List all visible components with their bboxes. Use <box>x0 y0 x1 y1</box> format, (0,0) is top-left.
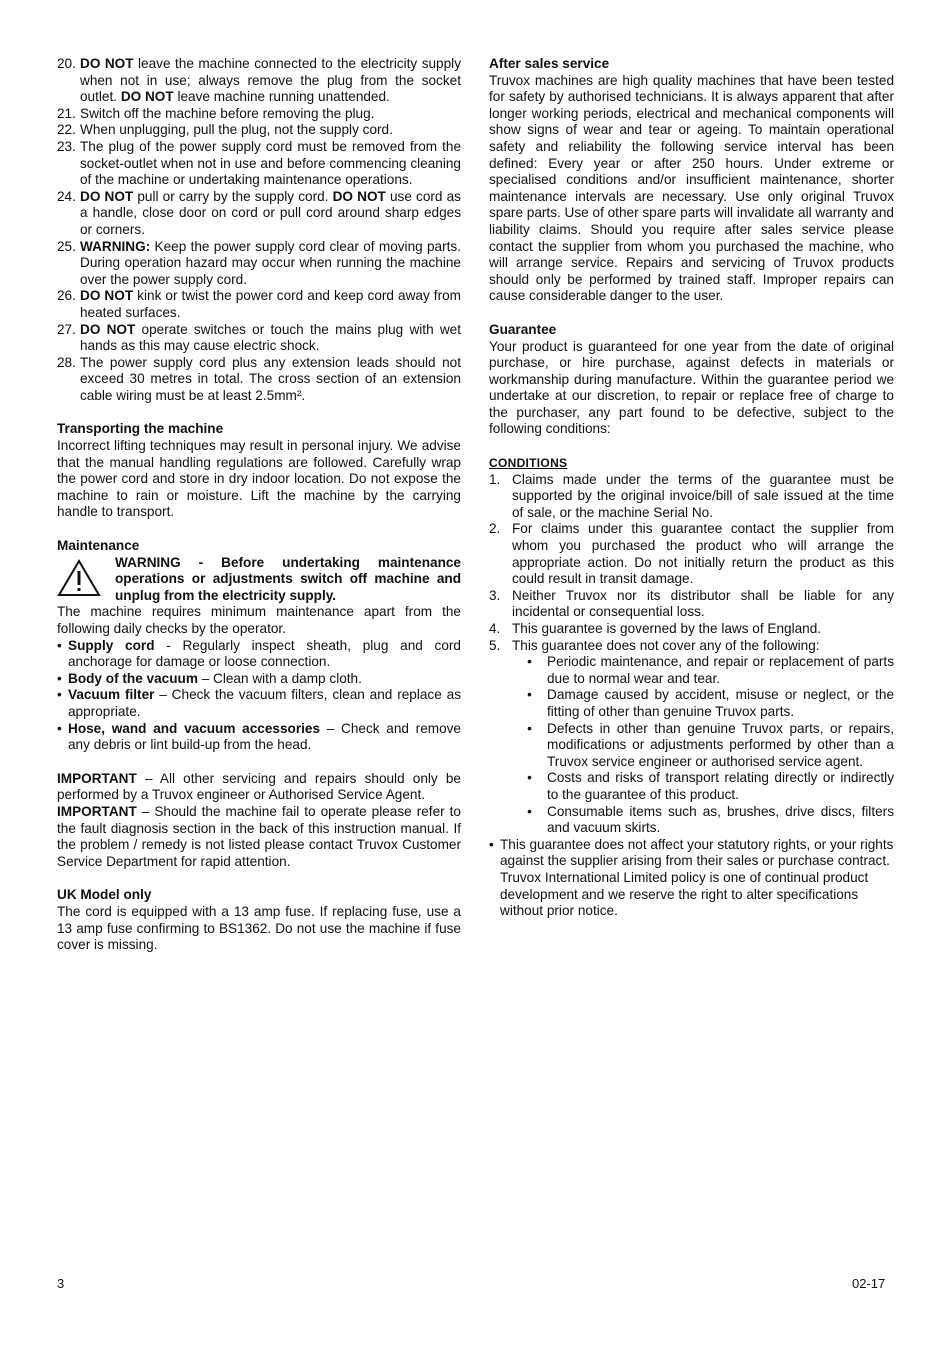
maintenance-checks <box>57 638 461 754</box>
exclusions-list <box>489 654 894 837</box>
bullet-icon: • <box>57 687 62 703</box>
condition-number: 1. <box>489 471 501 487</box>
bullet-icon: • <box>527 687 532 703</box>
guarantee-text: Your product is guaranteed for one year from the date of original purchase, or hire purchase, against defects in materials or workmanship during manufacture. Within the guarantee period we undertake at our discretion, to repair or replace free of charge to the purchaser, any part found to be defective, subject to the following conditions: <box>489 338 894 437</box>
maintenance-warning <box>57 555 461 605</box>
exclusion-item <box>512 721 894 771</box>
bullet-icon: • <box>527 803 532 819</box>
condition-text: This guarantee does not cover any of the following: <box>512 637 820 653</box>
warning-triangle-icon <box>57 555 115 602</box>
maintenance-check: • Supply cord - Regularly inspect sheath, plug and cord anchorage for damage or loose connection. <box>57 637 461 670</box>
item-text: DO NOT kink or twist the power cord and keep cord away from heated surfaces. <box>80 288 461 320</box>
condition-text: This guarantee is governed by the laws of England. <box>512 621 822 636</box>
bullet-icon: • <box>527 770 532 786</box>
bullet-icon: • <box>57 720 62 736</box>
condition-item <box>489 521 894 587</box>
after-sales-heading: After sales service <box>489 56 610 71</box>
item-text: The power supply cord plus any extension leads should not exceed 30 metres in total. The cross section of an extension cable wiring must be at least 2.5mm². <box>80 354 461 403</box>
bullet-icon: • <box>489 836 494 852</box>
safety-list <box>57 56 461 404</box>
conditions-heading: CONDITIONS <box>489 456 568 471</box>
item-text: DO NOT pull or carry by the supply cord. DO NOT use cord as a handle, close door on cord or pull cord around sharp edges or corners. <box>80 188 461 237</box>
item-text: Switch off the machine before removing the plug. <box>80 105 375 121</box>
important-note-1: IMPORTANT – All other servicing and repairs should only be performed by a Truvox engineer or Authorised Service Agent. <box>57 770 461 803</box>
statutory-note: • This guarantee does not affect your statutory rights, or your rights against the supplier arising from their sales or purchase contract. Truvox International Limited policy is one of continual product development and we reserve the right to alter specifications without prior notice. <box>489 836 894 919</box>
condition-number: 3. <box>489 587 501 603</box>
transport-text: Incorrect lifting techniques may result in personal injury. We advise that the manual handling regulations are followed. Carefully wrap the power cord and store in dry indoor location. Do not expose the machine to rain or moisture. Lift the machine by the carrying handle to transport. <box>57 438 461 520</box>
document-code: 02-17 <box>852 1276 886 1291</box>
exclusion-text: Periodic maintenance, and repair or replacement of parts due to normal wear and tear. <box>547 654 894 686</box>
maintenance-check: • Vacuum filter – Check the vacuum filters, clean and replace as appropriate. <box>57 687 461 719</box>
condition-text: Neither Truvox nor its distributor shall be liable for any incidental or consequential loss. <box>512 587 894 620</box>
item-number: 21. <box>57 105 76 121</box>
safety-item <box>57 139 461 189</box>
item-text: DO NOT operate switches or touch the mains plug with wet hands as this may cause electric shock. <box>80 321 461 354</box>
warning-text: WARNING - Before undertaking maintenance operations or adjustments switch off machine and unplug from the electricity supply. <box>115 554 461 603</box>
exclusion-item <box>512 804 894 837</box>
exclusion-item <box>512 654 894 687</box>
condition-item <box>489 472 894 522</box>
item-text: DO NOT leave the machine connected to the electricity supply when not in use; always remove the plug from the socket outlet. DO NOT leave machine running unattended. <box>80 56 461 105</box>
page-number: 3 <box>57 1276 65 1291</box>
item-number: 25. <box>57 238 76 254</box>
safety-item <box>57 239 461 289</box>
bullet-icon: • <box>527 720 532 736</box>
uk-model-text: The cord is equipped with a 13 amp fuse. If replacing fuse, use a 13 amp fuse confirming to BS1362. Do not use the machine if fuse cover is missing. <box>57 903 461 953</box>
safety-item <box>57 355 461 405</box>
maintenance-check: • Body of the vacuum – Clean with a damp cloth. <box>57 670 362 686</box>
guarantee-heading: Guarantee <box>489 321 557 337</box>
safety-item <box>57 56 461 106</box>
safety-item <box>57 189 461 239</box>
condition-item <box>489 588 894 621</box>
exclusion-text: Costs and risks of transport relating directly or indirectly to the guarantee of this product. <box>547 770 894 802</box>
exclusion-item <box>512 770 894 803</box>
after-sales-text: Truvox machines are high quality machines that have been tested for safety by authorised technicians. It is always apparent that after longer working periods, electrical and mechanical components will show signs of wear and tear or ageing. To maintain operational safety and reliability the following service interval has been defined: Every year or after 250 hours. Under extreme or specialised conditions and/or insufficient maintenance, shorter maintenance intervals are necessary. Use only original Truvox spare parts. Use of other spare parts will invalidate all warranty and liability claims. Should you require after sales service please contact the supplier from whom you purchased the machine, who will arrange service. Repairs and servicing of Truvox products should only be performed by trained staff. Improper repairs can cause considerable danger to the user. <box>489 72 894 304</box>
bullet-icon: • <box>57 670 62 686</box>
exclusion-item <box>512 687 894 720</box>
maintenance-heading: Maintenance <box>57 538 140 554</box>
left-column <box>57 56 461 954</box>
safety-item <box>57 122 461 139</box>
maintenance-text: The machine requires minimum maintenance apart from the following daily checks by the operator. <box>57 604 461 636</box>
safety-item <box>57 322 461 355</box>
condition-number: 4. <box>489 621 501 636</box>
item-text: When unplugging, pull the plug, not the supply cord. <box>80 122 393 138</box>
item-number: 27. <box>57 321 76 337</box>
item-number: 26. <box>57 288 76 304</box>
conditions-list <box>489 472 894 655</box>
item-number: 24. <box>57 188 76 204</box>
safety-item <box>57 106 461 123</box>
safety-item <box>57 288 461 321</box>
item-number: 20. <box>57 56 76 71</box>
item-text: WARNING: Keep the power supply cord clear of moving parts. During operation hazard may occur when running the machine over the power supply cord. <box>80 238 461 287</box>
condition-item <box>489 638 894 655</box>
bullet-icon: • <box>57 637 62 653</box>
condition-text: Claims made under the terms of the guarantee must be supported by the original invoice/bill of sale issued at the time of sale, or the machine Serial No. <box>512 471 894 520</box>
maintenance-check: • Hose, wand and vacuum accessories – Check and remove any debris or lint build-up from the head. <box>57 720 461 753</box>
condition-text: For claims under this guarantee contact the supplier from whom you purchased the product who will arrange the appropriate action. Do not initially return the product as this could result in transit damage. <box>512 521 894 587</box>
item-number: 22. <box>57 122 76 138</box>
bullet-icon: • <box>527 654 532 670</box>
exclusion-text: Defects in other than genuine Truvox parts, or repairs, modifications or adjustments performed by other than a Truvox service engineer or authorised service agent. <box>547 720 894 769</box>
important-note-2: IMPORTANT – Should the machine fail to operate please refer to the fault diagnosis section in the back of this instruction manual. If the problem / remedy is not listed please contact Truvox Customer Service Department for rapid attention. <box>57 803 461 869</box>
condition-item <box>489 621 894 638</box>
exclusion-text: Consumable items such as, brushes, drive discs, filters and vacuum skirts. <box>547 803 894 836</box>
uk-model-heading: UK Model only <box>57 887 152 903</box>
item-number: 23. <box>57 138 76 154</box>
transport-heading: Transporting the machine <box>57 421 224 437</box>
condition-number: 5. <box>489 637 501 653</box>
item-number: 28. <box>57 354 76 370</box>
right-column <box>489 56 894 920</box>
exclusion-text: Damage caused by accident, misuse or neglect, or the fitting of other than genuine Truvox parts. <box>547 687 894 719</box>
condition-number: 2. <box>489 521 501 537</box>
item-text: The plug of the power supply cord must be removed from the socket-outlet when not in use and before commencing cleaning of the machine or undertaking maintenance operations. <box>80 138 461 188</box>
